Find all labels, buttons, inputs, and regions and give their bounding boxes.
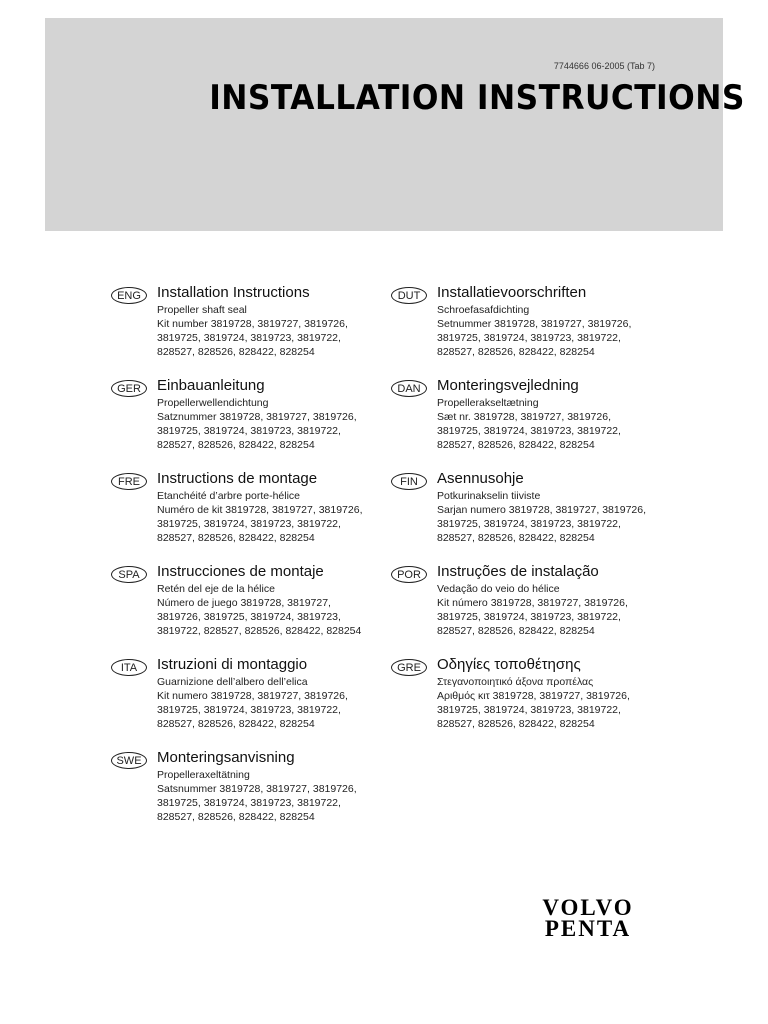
part-description: Στεγανοποιητικό άξονα προπέλας bbox=[437, 676, 594, 688]
header-band bbox=[45, 18, 745, 231]
right-language-column bbox=[391, 283, 651, 748]
kit-number-line: 3819722, 828527, 828526, 828422, 828254 bbox=[157, 625, 362, 637]
part-description: Propelleraxeltätning bbox=[157, 769, 250, 781]
kit-number-line: 3819725, 3819724, 3819723, 3819722, bbox=[157, 518, 341, 530]
language-entry-title: Installatievoorschriften bbox=[437, 284, 587, 301]
language-entry-gre bbox=[391, 655, 651, 748]
language-code-badge: POR bbox=[391, 566, 427, 583]
kit-number-line: Satznummer 3819728, 3819727, 3819726, bbox=[157, 411, 357, 423]
language-entry-por bbox=[391, 562, 651, 655]
kit-number-line: 828527, 828526, 828422, 828254 bbox=[437, 718, 595, 730]
language-entry-fin bbox=[391, 469, 651, 562]
language-code-badge: FRE bbox=[111, 473, 147, 490]
part-description: Propeller shaft seal bbox=[157, 304, 247, 316]
language-code-badge: GER bbox=[111, 380, 147, 397]
kit-number-line: Αριθμός κιτ 3819728, 3819727, 3819726, bbox=[437, 690, 630, 702]
logo-line-penta: PENTA bbox=[544, 916, 632, 940]
kit-number-line: 3819725, 3819724, 3819723, 3819722, bbox=[437, 332, 621, 344]
part-description: Vedação do veio do hélice bbox=[437, 583, 560, 595]
language-entry-text bbox=[157, 469, 387, 545]
language-entry-text bbox=[437, 283, 667, 359]
kit-number-line: 3819725, 3819724, 3819723, 3819722, bbox=[157, 704, 341, 716]
language-entry-ita bbox=[111, 655, 371, 748]
document-code: 7744666 06-2005 (Tab 7) bbox=[553, 61, 655, 71]
language-entry-title: Instructions de montage bbox=[157, 470, 318, 487]
part-description: Potkurinakselin tiiviste bbox=[437, 490, 541, 502]
language-entry-title: Monteringsvejledning bbox=[437, 377, 579, 394]
language-entry-text bbox=[437, 376, 667, 452]
kit-number-line: 828527, 828526, 828422, 828254 bbox=[157, 718, 315, 730]
kit-number-line: Numéro de kit 3819728, 3819727, 3819726, bbox=[157, 504, 363, 516]
page-title: INSTALLATION INSTRUCTIONS bbox=[209, 78, 745, 118]
kit-number-line: 828527, 828526, 828422, 828254 bbox=[437, 346, 595, 358]
kit-number-line: Sarjan numero 3819728, 3819727, 3819726, bbox=[437, 504, 647, 516]
language-entry-text bbox=[157, 283, 387, 359]
kit-number-line: Sæt nr. 3819728, 3819727, 3819726, bbox=[437, 411, 611, 423]
kit-number-line: 3819725, 3819724, 3819723, 3819722, bbox=[437, 704, 621, 716]
kit-number-line: Kit número 3819728, 3819727, 3819726, bbox=[437, 597, 628, 609]
part-description: Etanchéité d’arbre porte-hélice bbox=[157, 490, 301, 502]
language-entry-fre bbox=[111, 469, 371, 562]
language-entry-text bbox=[157, 376, 387, 452]
language-entry-title: Οδηγίες τοποθέτησης bbox=[437, 656, 581, 673]
language-entry-swe bbox=[111, 748, 371, 841]
logo-line-volvo: VOLVO bbox=[542, 896, 634, 920]
language-entry-title: Monteringsanvisning bbox=[157, 749, 295, 766]
language-entry-title: Instruções de instalação bbox=[437, 563, 599, 580]
kit-number-line: Kit number 3819728, 3819727, 3819726, bbox=[157, 318, 348, 330]
volvo-penta-logo bbox=[519, 896, 657, 940]
kit-number-line: 828527, 828526, 828422, 828254 bbox=[157, 532, 315, 544]
language-entry-title: Einbauanleitung bbox=[157, 377, 265, 394]
language-code-badge: ITA bbox=[111, 659, 147, 676]
kit-number-line: 828527, 828526, 828422, 828254 bbox=[157, 346, 315, 358]
kit-number-line: Setnummer 3819728, 3819727, 3819726, bbox=[437, 318, 632, 330]
kit-number-line: 828527, 828526, 828422, 828254 bbox=[437, 625, 595, 637]
language-entry-text bbox=[157, 748, 387, 824]
part-description: Schroefasafdichting bbox=[437, 304, 530, 316]
language-entry-text bbox=[157, 655, 387, 731]
language-entry-eng bbox=[111, 283, 371, 376]
left-language-column bbox=[111, 283, 371, 841]
part-description: Guarnizione dell’albero dell’elica bbox=[157, 676, 308, 688]
kit-number-line: 828527, 828526, 828422, 828254 bbox=[157, 811, 315, 823]
kit-number-line: 828527, 828526, 828422, 828254 bbox=[437, 439, 595, 451]
kit-number-line: Satsnummer 3819728, 3819727, 3819726, bbox=[157, 783, 357, 795]
language-entry-text bbox=[157, 562, 387, 638]
language-entry-title: Installation Instructions bbox=[157, 284, 310, 301]
language-entry-title: Instrucciones de montaje bbox=[157, 563, 324, 580]
language-entry-title: Asennusohje bbox=[437, 470, 524, 487]
language-code-badge: GRE bbox=[391, 659, 427, 676]
language-entry-text bbox=[437, 562, 667, 638]
kit-number-line: 828527, 828526, 828422, 828254 bbox=[437, 532, 595, 544]
part-description: Retén del eje de la hélice bbox=[157, 583, 275, 595]
language-entry-title: Istruzioni di montaggio bbox=[157, 656, 308, 673]
language-entry-dut bbox=[391, 283, 651, 376]
part-description: Propellerwellendichtung bbox=[157, 397, 269, 409]
kit-number-line: 828527, 828526, 828422, 828254 bbox=[157, 439, 315, 451]
language-entry-spa bbox=[111, 562, 371, 655]
part-description: Propellerakseltætning bbox=[437, 397, 539, 409]
language-entry-text bbox=[437, 655, 667, 731]
language-code-badge: DUT bbox=[391, 287, 427, 304]
language-code-badge: ENG bbox=[111, 287, 147, 304]
language-code-badge: FIN bbox=[391, 473, 427, 490]
kit-number-line: 3819725, 3819724, 3819723, 3819722, bbox=[157, 425, 341, 437]
kit-number-line: 3819725, 3819724, 3819723, 3819722, bbox=[437, 518, 621, 530]
language-code-badge: SPA bbox=[111, 566, 147, 583]
kit-number-line: 3819725, 3819724, 3819723, 3819722, bbox=[157, 797, 341, 809]
kit-number-line: 3819725, 3819724, 3819723, 3819722, bbox=[437, 611, 621, 623]
language-entry-dan bbox=[391, 376, 651, 469]
kit-number-line: 3819726, 3819725, 3819724, 3819723, bbox=[157, 611, 341, 623]
language-entry-text bbox=[437, 469, 667, 545]
kit-number-line: 3819725, 3819724, 3819723, 3819722, bbox=[157, 332, 341, 344]
kit-number-line: Número de juego 3819728, 3819727, bbox=[157, 597, 331, 609]
language-code-badge: DAN bbox=[391, 380, 427, 397]
language-code-badge: SWE bbox=[111, 752, 147, 769]
kit-number-line: Kit numero 3819728, 3819727, 3819726, bbox=[157, 690, 348, 702]
language-entry-ger bbox=[111, 376, 371, 469]
kit-number-line: 3819725, 3819724, 3819723, 3819722, bbox=[437, 425, 621, 437]
